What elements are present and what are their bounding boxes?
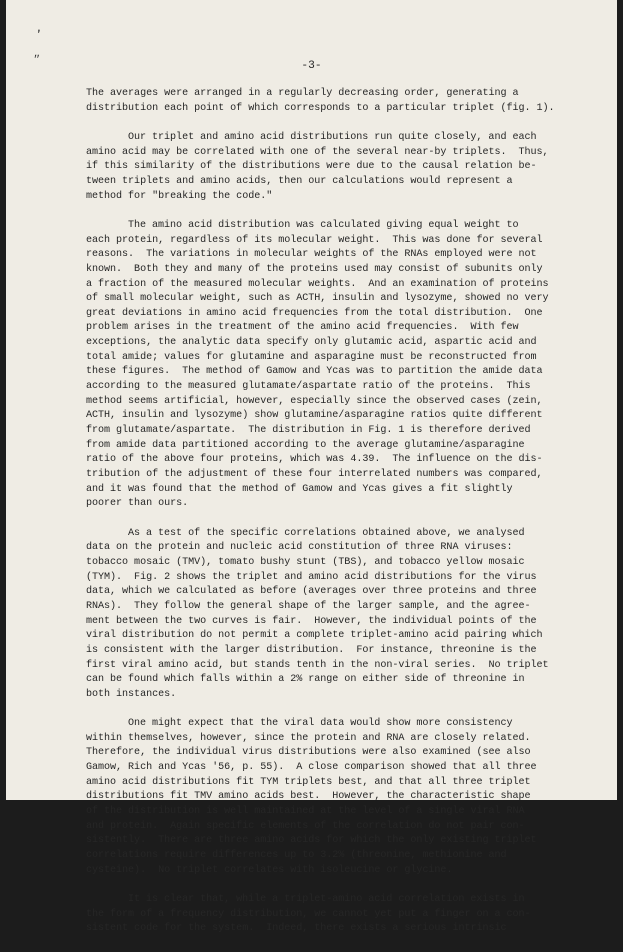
text-line: tween triplets and amino acids, then our calculations would represent a bbox=[86, 175, 513, 187]
text-line: The amino acid distribution was calculated giving equal weight to bbox=[128, 219, 519, 231]
text-line: according to the measured glutamate/aspartate ratio of the proteins. This bbox=[86, 381, 531, 393]
paragraph bbox=[86, 87, 566, 116]
paragraph bbox=[86, 717, 566, 878]
text-line: these figures. The method of Gamow and Ycas was to partition the amide data bbox=[86, 366, 543, 378]
text-line: method seems artificial, however, especially since the observed cases (zein, bbox=[86, 395, 543, 407]
paragraph bbox=[86, 131, 566, 204]
paragraph bbox=[86, 219, 566, 512]
text-line: The averages were arranged in a regularly decreasing order, generating a bbox=[86, 88, 519, 99]
text-line: One might expect that the viral data would show more consistency bbox=[128, 718, 513, 730]
text-line: ratio of the above four proteins, which was 4.39. The influence on the dis- bbox=[86, 454, 543, 466]
text-line: poorer than ours. bbox=[86, 498, 189, 510]
page-number: -3- bbox=[301, 60, 322, 72]
margin-mark: ʺ bbox=[34, 52, 40, 68]
text-line: of the distribution is well maintained at the level of a single viral RNA bbox=[86, 806, 525, 818]
text-line: known. Both they and many of the proteins used may consist of subunits only bbox=[86, 263, 543, 275]
text-line: data, which we calculated as before (averages over three proteins and three bbox=[86, 586, 537, 598]
text-line: problem arises in the treatment of the amino acid frequencies. With few bbox=[86, 322, 519, 334]
text-line: Our triplet and amino acid distributions run quite closely, and each bbox=[128, 131, 537, 143]
text-line: As a test of the specific correlations obtained above, we analysed bbox=[128, 527, 525, 539]
text-line: distributions fit TMV amino acids best. However, the characteristic shape bbox=[86, 791, 531, 803]
text-line: viral distribution do not permit a complete triplet-amino acid pairing which bbox=[86, 630, 543, 642]
text-line: sistent code for the system. Indeed, there exists a serious intrinsic bbox=[86, 923, 507, 935]
text-line: and it was found that the method of Gamow and Ycas gives a fit slightly bbox=[86, 483, 513, 495]
text-line: reasons. The variations in molecular weights of the RNAs employed were not bbox=[86, 249, 537, 261]
text-line: (TYM). Fig. 2 shows the triplet and amino acid distributions for the virus bbox=[86, 571, 537, 583]
text-line: a fraction of the measured molecular weights. And an examination of proteins bbox=[86, 278, 549, 290]
text-line: from amide data partitioned according to the average glutamine/asparagine bbox=[86, 439, 525, 451]
text-line: data on the protein and nucleic acid constitution of three RNA viruses: bbox=[86, 542, 513, 554]
text-line: exceptions, the analytic data specify only glutamic acid, aspartic acid and bbox=[86, 337, 537, 349]
text-line: from glutamate/aspartate. The distribution in Fig. 1 is therefore derived bbox=[86, 425, 531, 437]
text-line: both instances. bbox=[86, 688, 177, 700]
text-line: Gamow, Rich and Ycas '56, p. 55). A close comparison showed that all three bbox=[86, 762, 537, 774]
body-text bbox=[86, 87, 566, 952]
text-line: total amide; values for glutamine and asparagine must be reconstructed from bbox=[86, 351, 537, 363]
text-line: distribution each point of which corresponds to a particular triplet (fig. 1). bbox=[86, 102, 555, 114]
paragraph bbox=[86, 893, 566, 937]
text-line: sistently. There are three amino acids for which the only existing triplet bbox=[86, 835, 537, 847]
text-line: can be found which falls within a 2% range on either side of threonine in bbox=[86, 674, 525, 686]
text-line: ACTH, insulin and lysozyme) show glutamine/asparagine ratios quite different bbox=[86, 410, 543, 422]
text-line: ment between the two curves is fair. However, the individual points of the bbox=[86, 615, 537, 627]
text-line: within themselves, however, since the protein and RNA are closely related. bbox=[86, 732, 531, 744]
text-line: tribution of the adjustment of these four interrelated numbers was compared, bbox=[86, 469, 543, 481]
text-line: first viral amino acid, but stands tenth in the non-viral series. No triplet bbox=[86, 659, 549, 671]
text-line: of small molecular weight, such as ACTH, insulin and lysozyme, showed no very bbox=[86, 293, 549, 305]
text-line: amino acid distributions fit TYM triplets best, and that all three triplet bbox=[86, 776, 531, 788]
text-line: great deviations in amino acid frequencies from the total distribution. One bbox=[86, 307, 543, 319]
text-line: if this similarity of the distributions were due to the causal relation be- bbox=[86, 161, 537, 173]
text-line: and protein. Again specific elements of the correlation do not pair con- bbox=[86, 820, 525, 832]
text-line: the form of a frequency distribution, we cannot yet put a finger on a con- bbox=[86, 908, 531, 920]
document-page bbox=[6, 0, 617, 935]
text-line: cysteine). No triplet correlates with isoleucine or glycine. bbox=[86, 864, 453, 876]
text-line: RNAs). They follow the general shape of the larger sample, and the agree- bbox=[86, 600, 531, 612]
text-line: correlations require differences up to 3.2% (threonine, methionine and bbox=[86, 850, 507, 862]
text-line: is consistent with the larger distribution. For instance, threonine is the bbox=[86, 644, 537, 656]
text-line: It is clear that, while a triplet-amino acid correlation exists in bbox=[128, 894, 525, 906]
margin-mark: ’ bbox=[34, 27, 44, 42]
text-line: Therefore, the individual virus distributions were also examined (see also bbox=[86, 747, 531, 759]
text-line: amino acid may be correlated with one of the several near-by triplets. Thus, bbox=[86, 146, 549, 158]
text-line: tobacco mosaic (TMV), tomato bushy stunt (TBS), and tobacco yellow mosaic bbox=[86, 556, 525, 568]
paragraph bbox=[86, 527, 566, 703]
text-line: method for "breaking the code." bbox=[86, 190, 273, 202]
text-line: each protein, regardless of its molecular weight. This was done for several bbox=[86, 234, 543, 246]
